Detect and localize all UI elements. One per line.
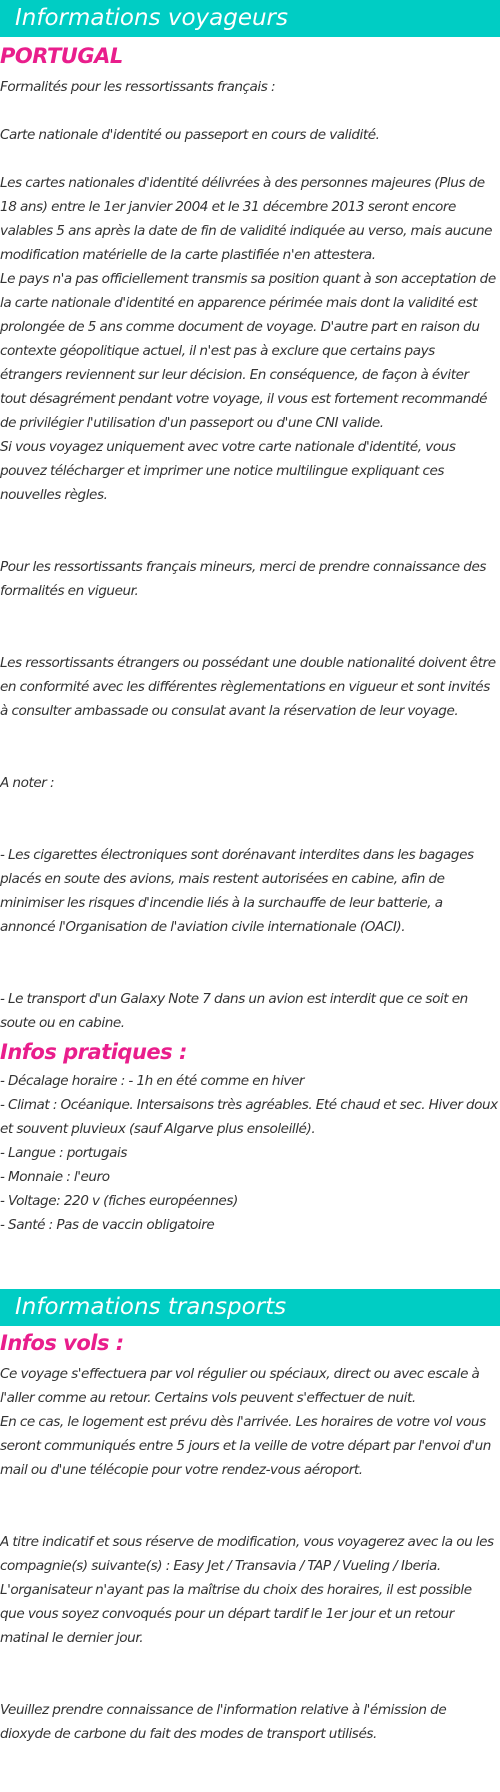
card-validity-text: Carte nationale d'identité ou passeport en cours de validité. [0,127,380,143]
infos-pratiques-title: Infos pratiques : [0,1040,187,1064]
flight-schedule-paragraph: En ce cas, le logement est prévu dès l'arrivée. Les horaires de votre vol vous seront communiqués entre 5 jours et la veille de votre départ par l'envoi d'un mail ou d'une télécopie pour votre rendez-vous aéroport. [0,1414,491,1478]
time-difference-text: - Décalage horaire : - 1h en été comme en hiver [0,1073,305,1089]
airlines-paragraph: A titre indicatif et sous réserve de modification, vous voyagerez avec la ou les compagnie(s) suivante(s) : Easy Jet / Transavia / TAP / Vueling / Iberia. [0,1534,494,1574]
currency-text: - Monnaie : l'euro [0,1169,110,1185]
organizer-schedule-paragraph: L'organisateur n'ayant pas la maîtrise du choix des horaires, il est possible que vous soyez convoqués pour un départ tardif le 1er jour et un retour matinal le dernier jour. [0,1582,472,1646]
multilingual-notice-paragraph: Si vous voyagez uniquement avec votre carte nationale d'identité, vous pouvez télécharger et imprimer une notice multilingue expliquant ces nouvelles règles. [0,439,456,503]
minors-formalities-paragraph: Pour les ressortissants français mineurs, merci de prendre connaissance des formalités en vigueur. [0,559,486,599]
co2-emission-paragraph: Veuillez prendre connaissance de l'information relative à l'émission de dioxyde de carbone du fait des modes de transport utilisés. [0,1702,447,1742]
formalities-intro: Formalités pour les ressortissants français : [0,79,276,95]
infos-vols-title: Infos vols : [0,1331,124,1355]
section-header-transports: Informations transports [0,1289,500,1326]
flights-paragraph: Ce voyage s'effectuera par vol régulier ou spéciaux, direct ou avec escale à l'aller comme au retour. Certains vols peuvent s'effectuer de nuit. [0,1366,480,1406]
language-text: - Langue : portugais [0,1145,127,1161]
health-text: - Santé : Pas de vaccin obligatoire [0,1217,215,1233]
section-header-voyageurs: Informations voyageurs [0,0,500,37]
cni-validity-paragraph: Les cartes nationales d'identité délivrées à des personnes majeures (Plus de 18 ans) entre le 1er janvier 2004 et le 31 décembre 2013 seront encore valables 5 ans après la date de fin de validité indiquée au verso, mais aucune modification matérielle de la carte plastifiée n'en attestera. [0,175,493,263]
foreign-nationals-paragraph: Les ressortissants étrangers ou possédant une double nationalité doivent être en conformité avec les différentes règlementations en vigueur et sont invités à consulter ambassade ou consulat avant la réservation de leur voyage. [0,655,496,719]
voltage-text: - Voltage: 220 v (fiches européennes) [0,1193,238,1209]
climate-text: - Climat : Océanique. Intersaisons très agréables. Eté chaud et sec. Hiver doux et souvent pluvieux (sauf Algarve plus ensoleillé). [0,1097,498,1137]
country-title: PORTUGAL [0,44,123,68]
e-cigarettes-paragraph: - Les cigarettes électroniques sont dorénavant interdites dans les bagages placés en soute des avions, mais restent autorisées en cabine, afin de minimiser les risques d'incendie liés à la surchauffe de leur batterie, a annoncé l'Organisation de l'aviation civile internationale (OACI). [0,847,474,935]
galaxy-note-paragraph: - Le transport d'un Galaxy Note 7 dans un avion est interdit que ce soit en soute ou en cabine. [0,991,468,1031]
a-noter-label: A noter : [0,775,55,791]
country-position-paragraph: Le pays n'a pas officiellement transmis sa position quant à son acceptation de la carte nationale d'identité en apparence périmée mais dont la validité est prolongée de 5 ans comme document de voyage. D'autre part en raison du contexte géopolitique actuel, il n'est pas à exclure que certains pays étrangers reviennent sur leur décision. En conséquence, de façon à éviter tout désagrément pendant votre voyage, il vous est fortement recommandé de privilégier l'utilisation d'un passeport ou d'une CNI valide. [0,271,496,431]
